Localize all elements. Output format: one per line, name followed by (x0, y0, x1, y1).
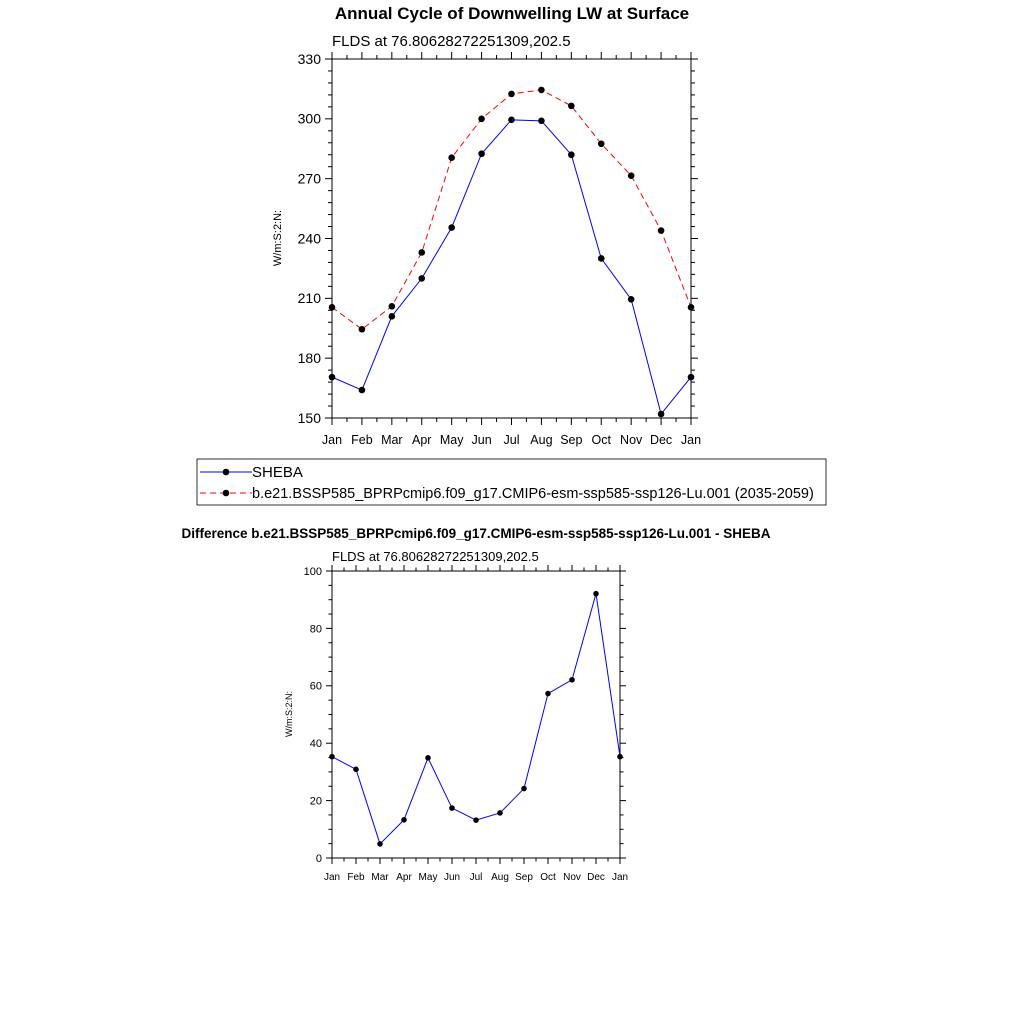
series-1-point (658, 227, 665, 234)
series-0-point (473, 817, 479, 823)
x-tick-label: Jun (443, 872, 461, 883)
legend-label-model: b.e21.BSSP585_BPRPcmip6.f09_g17.CMIP6-esm-ssp585-ssp126-Lu.001 (2035-2059) (252, 486, 814, 502)
series-1-point (329, 304, 336, 311)
x-tick-label: Aug (491, 872, 509, 883)
x-tick-label: Apr (412, 433, 432, 447)
x-tick-label: Jun (471, 433, 492, 447)
series-0-point (389, 313, 396, 320)
series-0-point (593, 591, 599, 597)
series-0-point (497, 810, 503, 816)
x-tick-label: Sep (560, 433, 583, 447)
chart-1-y-tick-labels (298, 51, 322, 426)
series-0-point (353, 767, 359, 773)
series-0-point (508, 117, 515, 124)
y-tick-label: 40 (309, 738, 322, 751)
x-tick-label: Jul (469, 872, 483, 883)
series-0-point (401, 817, 407, 823)
y-tick-label: 0 (315, 852, 322, 865)
y-tick-label: 80 (309, 623, 322, 636)
x-tick-label: Feb (351, 433, 373, 447)
series-1-point (448, 154, 455, 161)
chart-1-title: Annual Cycle of Downwelling LW at Surface (334, 4, 690, 23)
x-tick-label: Dec (649, 433, 673, 447)
x-tick-label: Dec (587, 872, 605, 883)
chart-1-series (329, 87, 695, 418)
chart-1 (272, 4, 701, 447)
x-tick-label: Jan (321, 433, 343, 447)
chart-1-ticks (325, 52, 698, 425)
series-1-point (598, 140, 605, 147)
series-0-point (448, 224, 455, 231)
chart-1-legend (197, 459, 826, 505)
x-tick-label: Mar (381, 433, 403, 447)
series-0-point (359, 387, 366, 394)
y-tick-label: 150 (297, 409, 321, 426)
series-line-0 (332, 120, 691, 414)
series-1-point (418, 249, 425, 256)
series-0-point (658, 411, 665, 418)
series-0-point (329, 374, 336, 381)
chart-1-x-tick-labels (322, 433, 701, 447)
x-tick-label: Jan (323, 872, 341, 883)
x-tick-label: May (439, 433, 464, 447)
y-tick-label: 180 (297, 350, 321, 367)
series-1-point (688, 304, 695, 311)
chart-2-ylabel: W/m:S:2:N: (284, 690, 294, 738)
series-0-point (521, 786, 527, 792)
series-1-point (389, 303, 396, 310)
series-1-point (508, 91, 515, 98)
y-tick-label: 300 (297, 110, 321, 127)
series-1-point (538, 87, 545, 94)
chart-1-plot-frame (332, 59, 691, 418)
chart-1-subtitle: FLDS at 76.80628272251309,202.5 (332, 33, 571, 50)
series-0-point (425, 755, 431, 761)
series-line-1 (332, 90, 691, 329)
series-0-point (449, 805, 455, 811)
series-0-point (617, 754, 623, 760)
chart-2-title: Difference b.e21.BSSP585_BPRPcmip6.f09_g17.CMIP6-esm-ssp585-ssp126-Lu.001 - SHEBA (181, 526, 771, 541)
series-0-point (329, 754, 335, 760)
chart-2-series (329, 591, 623, 847)
x-tick-label: May (418, 872, 438, 883)
legend-entry-model (200, 486, 814, 502)
series-0-point (545, 691, 551, 697)
series-line-0 (332, 594, 620, 844)
series-1-point (359, 326, 366, 333)
series-1-point (628, 172, 635, 179)
legend-marker-sheba (223, 469, 230, 476)
x-tick-label: Jul (503, 433, 520, 447)
chart-2-y-tick-labels (304, 566, 322, 865)
series-0-point (568, 151, 575, 158)
series-0-point (569, 677, 575, 683)
y-tick-label: 270 (297, 170, 321, 187)
legend-label-sheba: SHEBA (252, 464, 303, 481)
legend-marker-model (223, 490, 230, 497)
chart-2-x-tick-labels (324, 872, 628, 883)
x-tick-label: Aug (530, 433, 553, 447)
chart-2-subtitle: FLDS at 76.80628272251309,202.5 (332, 549, 539, 564)
x-tick-label: Nov (620, 433, 643, 447)
x-tick-label: Jan (611, 872, 629, 883)
chart-2-plot-frame (332, 571, 620, 858)
x-tick-label: Sep (515, 872, 533, 883)
x-tick-label: Apr (396, 872, 412, 883)
series-0-point (598, 255, 605, 262)
x-tick-label: Mar (371, 872, 389, 883)
legend-entry-sheba (200, 464, 303, 481)
series-1-point (478, 116, 485, 123)
x-tick-label: Oct (540, 872, 556, 883)
x-tick-label: Nov (563, 872, 581, 883)
x-tick-label: Feb (347, 872, 365, 883)
chart-2 (181, 526, 770, 883)
series-0-point (628, 296, 635, 303)
y-tick-label: 210 (297, 290, 321, 307)
y-tick-label: 330 (297, 50, 321, 67)
series-0-point (478, 150, 485, 157)
y-tick-label: 60 (309, 680, 322, 693)
x-tick-label: Oct (591, 433, 611, 447)
series-0-point (538, 118, 545, 125)
series-0-point (688, 374, 695, 381)
chart-1-ylabel: W/m:S:2:N: (272, 209, 284, 267)
series-1-point (568, 103, 575, 110)
y-tick-label: 20 (309, 795, 322, 808)
x-tick-label: Jan (680, 433, 702, 447)
series-0-point (377, 841, 383, 847)
y-tick-label: 100 (303, 565, 322, 578)
series-0-point (418, 275, 425, 282)
y-tick-label: 240 (297, 230, 321, 247)
